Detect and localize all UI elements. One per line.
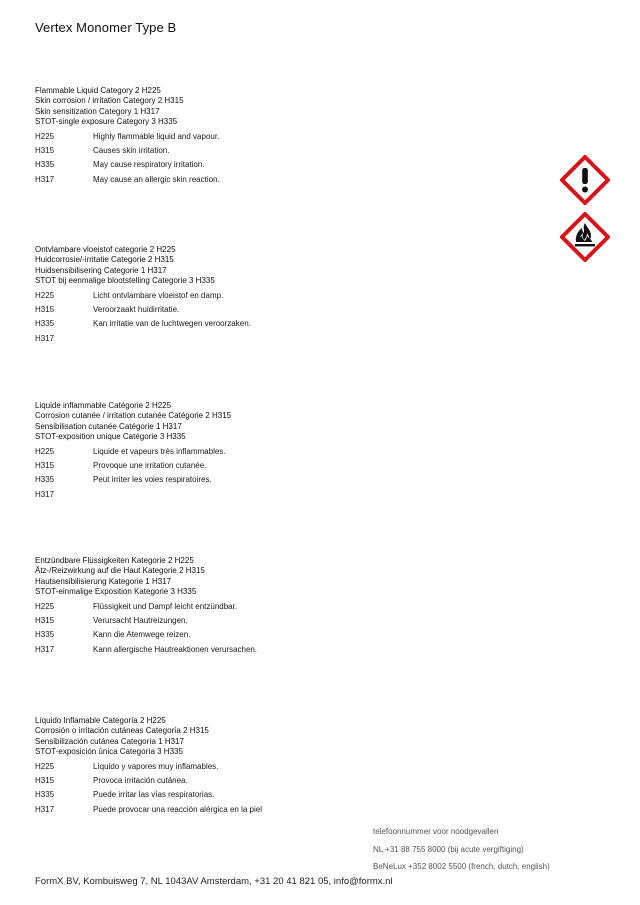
hazard-code: H335 bbox=[35, 790, 55, 800]
hazard-statement-row bbox=[35, 645, 535, 659]
classification-line: Skin sensitization Category 1 H317 bbox=[35, 106, 160, 116]
hazard-statement-row bbox=[35, 630, 535, 644]
classification-line: Flammable Liquid Category 2 H225 bbox=[35, 86, 161, 95]
classification-line: Sensibilización cutánea Categoría 1 H317 bbox=[35, 736, 184, 746]
hazard-statement-row bbox=[35, 146, 535, 160]
classification-line: STOT-exposición única Categoría 3 H335 bbox=[35, 747, 183, 757]
hazard-statement-row bbox=[35, 490, 535, 504]
hazard-text: Verursacht Hautreizungen. bbox=[93, 616, 188, 626]
classification-line: Liquide inflammable Catégorie 2 H225 bbox=[35, 401, 172, 410]
hazard-statement-row bbox=[35, 616, 535, 630]
classification-block bbox=[35, 86, 535, 128]
emergency-phone-benelux: BeNeLux +352 8002 5500 (french, dutch, english) bbox=[373, 862, 550, 871]
hazard-code: H315 bbox=[35, 461, 55, 471]
hazard-text: Puede irritar las vías respiratorias. bbox=[93, 790, 215, 800]
hazard-text: Veroorzaakt huidirritatie. bbox=[93, 305, 180, 315]
hazard-statement-row bbox=[35, 175, 535, 189]
hazard-text: May cause respiratory irritation. bbox=[93, 160, 205, 170]
classification-line: Sensibilisation cutanée Catégorie 1 H317 bbox=[35, 421, 182, 431]
hazard-code: H315 bbox=[35, 616, 55, 626]
hazard-text: Provoca irritación cutánea. bbox=[93, 776, 188, 786]
classification-line: Skin corrosion / irritation Category 2 H315 bbox=[35, 96, 184, 106]
hazard-code: H335 bbox=[35, 319, 55, 329]
hazard-text: Highly flammable liquid and vapour. bbox=[93, 131, 220, 141]
classification-line: Huidcorrosie/-irritatie Categorie 2 H315 bbox=[35, 255, 174, 265]
hazard-statement-row bbox=[35, 305, 535, 319]
classification-line: Líquido Inflamable Categoría 2 H225 bbox=[35, 716, 166, 725]
hazard-code: H317 bbox=[35, 333, 55, 343]
hazard-code: H317 bbox=[35, 489, 55, 499]
hazard-code: H317 bbox=[35, 644, 55, 654]
hazard-statement-row bbox=[35, 132, 535, 146]
hazard-code: H225 bbox=[35, 601, 55, 611]
hazard-text: Causes skin irritation. bbox=[93, 146, 170, 156]
hazard-statement-row bbox=[35, 790, 535, 804]
classification-block bbox=[35, 245, 535, 287]
hazard-code: H315 bbox=[35, 146, 55, 156]
classification-block bbox=[35, 401, 535, 443]
hazard-text: Flüssigkeit und Dampf leicht entzündbar. bbox=[93, 601, 238, 611]
emergency-phone-nl: NL +31 88 755 8000 (bij acute vergiftiging) bbox=[373, 845, 524, 854]
company-footer: FormX BV, Kombuisweg 7, NL 1043AV Amsterdam, +31 20 41 821 05, info@formx.nl bbox=[35, 876, 393, 887]
hazard-text: Kan irritatie van de luchtwegen veroorzaken. bbox=[93, 319, 251, 329]
hazard-section-en bbox=[35, 86, 535, 189]
hazard-code: H335 bbox=[35, 160, 55, 170]
flame-pictogram-icon bbox=[560, 212, 610, 262]
hazard-text: May cause an allergic skin reaction. bbox=[93, 174, 220, 184]
hazard-text: Provoque une irritation cutanée. bbox=[93, 461, 207, 471]
hazard-section-fr bbox=[35, 401, 535, 504]
classification-line: Corrosión o irritación cutáneas Categoría 2 H315 bbox=[35, 726, 209, 736]
classification-block bbox=[35, 716, 535, 758]
hazard-statement-row bbox=[35, 319, 535, 333]
flame-base-line bbox=[575, 244, 595, 246]
classification-block bbox=[35, 556, 535, 598]
hazard-code: H317 bbox=[35, 174, 55, 184]
classification-line: Hautsensibilisierung Kategorie 1 H317 bbox=[35, 576, 172, 586]
hazard-statement-row bbox=[35, 602, 535, 616]
classification-line: Ontvlambare vloeistof categorie 2 H225 bbox=[35, 245, 176, 254]
exclamation-mark-pictogram-icon bbox=[560, 155, 610, 205]
hazard-section-nl bbox=[35, 245, 535, 348]
hazard-code: H225 bbox=[35, 761, 55, 771]
hazard-code: H225 bbox=[35, 290, 55, 300]
hazard-code: H335 bbox=[35, 630, 55, 640]
hazard-statement-row bbox=[35, 334, 535, 348]
emergency-heading: telefoonnummer voor noodgevallen bbox=[373, 827, 499, 836]
hazard-statement-row bbox=[35, 160, 535, 174]
hazard-section-de bbox=[35, 556, 535, 659]
hazard-code: H335 bbox=[35, 475, 55, 485]
hazard-section-es bbox=[35, 716, 535, 819]
classification-line: Huidsensibilisering Categorie 1 H317 bbox=[35, 265, 167, 275]
hazard-code: H225 bbox=[35, 131, 55, 141]
hazard-code: H225 bbox=[35, 446, 55, 456]
hazard-text: Líquido y vapores muy inflamables. bbox=[93, 761, 219, 771]
classification-line: STOT-einmalige Exposition Kategorie 3 H335 bbox=[35, 587, 197, 597]
hazard-statement-row bbox=[35, 805, 535, 819]
hazard-statement-row bbox=[35, 291, 535, 305]
exclamation-dot bbox=[582, 187, 588, 193]
hazard-statement-row bbox=[35, 447, 535, 461]
classification-line: Ätz-/Reizwirkung auf die Haut Kategorie 2 H315 bbox=[35, 566, 205, 576]
hazard-text: Puede provocar una reacción alérgica en la piel bbox=[93, 804, 262, 814]
hazard-statement-row bbox=[35, 762, 535, 776]
classification-line: STOT-single exposure Category 3 H335 bbox=[35, 117, 178, 127]
hazard-code: H315 bbox=[35, 776, 55, 786]
hazard-text: Peut irriter les voies respiratoires. bbox=[93, 475, 212, 485]
hazard-text: Kann allergische Hautreaktionen verursachen. bbox=[93, 644, 258, 654]
classification-line: STOT-exposition unique Catégorie 3 H335 bbox=[35, 432, 186, 442]
document-title: Vertex Monomer Type B bbox=[35, 20, 177, 35]
hazard-statement-row bbox=[35, 475, 535, 489]
hazard-code: H315 bbox=[35, 305, 55, 315]
hazard-statement-row bbox=[35, 776, 535, 790]
hazard-text: Licht ontvlambare vloeistof en damp. bbox=[93, 290, 224, 300]
hazard-statement-row bbox=[35, 461, 535, 475]
classification-line: Corrosion cutanée / irritation cutanée Catégorie 2 H315 bbox=[35, 411, 232, 421]
classification-line: Entzündbare Flüssigkeiten Kategorie 2 H225 bbox=[35, 556, 194, 565]
classification-line: STOT bij eenmalige blootstelling Categorie 3 H335 bbox=[35, 276, 215, 286]
hazard-text: Kann die Atemwege reizen. bbox=[93, 630, 191, 640]
exclamation-bar bbox=[582, 168, 588, 184]
hazard-text: Liquide et vapeurs très inflammables. bbox=[93, 446, 226, 456]
hazard-code: H317 bbox=[35, 804, 55, 814]
